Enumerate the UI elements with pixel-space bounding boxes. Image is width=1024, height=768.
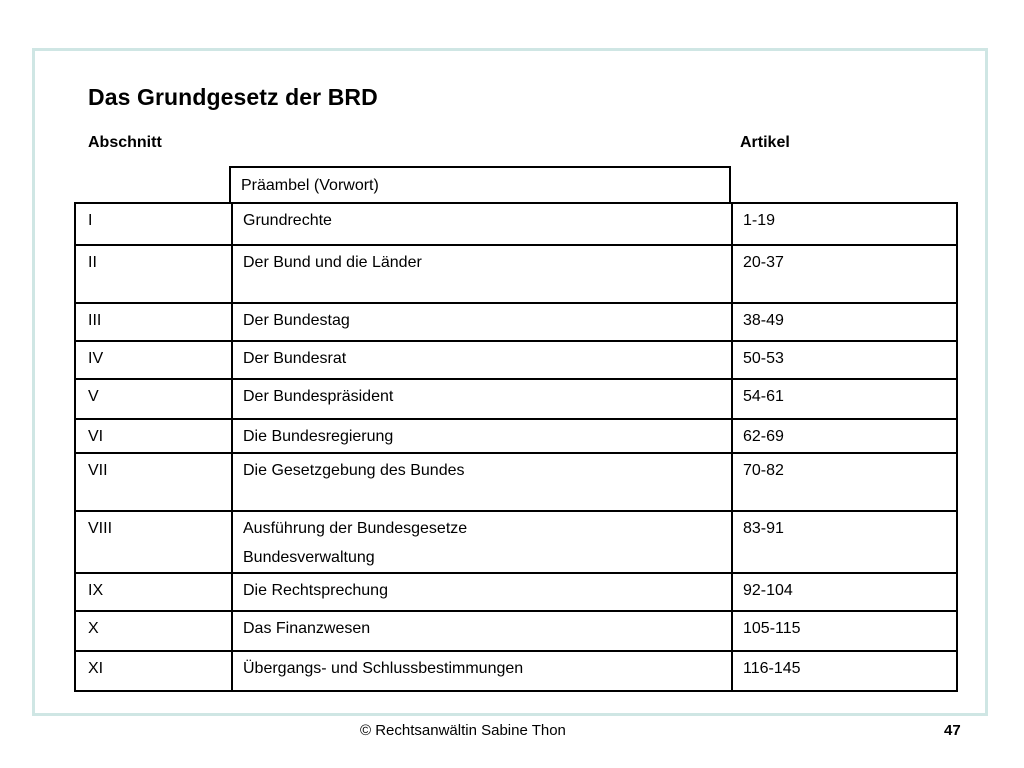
section-name-line: Das Finanzwesen	[243, 620, 371, 637]
section-name-line: Die Rechtsprechung	[243, 582, 388, 599]
article-range	[733, 204, 956, 244]
section-number-text: VIII	[88, 520, 113, 537]
section-name	[231, 304, 733, 340]
article-range	[733, 420, 956, 452]
section-name	[231, 454, 733, 510]
section-number-text: X	[88, 620, 99, 637]
section-number	[76, 304, 231, 340]
table-row	[76, 610, 956, 650]
article-range-text: 62-69	[743, 428, 784, 445]
section-number-text: VI	[88, 428, 104, 445]
section-name	[231, 612, 733, 650]
table-body	[74, 202, 958, 692]
section-name-line: Der Bundespräsident	[243, 388, 394, 405]
section-number-text: I	[88, 212, 93, 229]
section-name-line: Bundesverwaltung	[243, 549, 375, 566]
table-row	[76, 510, 956, 572]
article-range-text: 1-19	[743, 212, 776, 229]
section-number-text: IX	[88, 582, 104, 599]
section-name-line: Die Gesetzgebung des Bundes	[243, 462, 465, 479]
section-number	[76, 612, 231, 650]
section-name	[231, 342, 733, 378]
section-name-line: Der Bundesrat	[243, 350, 347, 367]
table-row	[76, 378, 956, 418]
section-number-text: III	[88, 312, 102, 329]
article-range	[733, 342, 956, 378]
section-name	[231, 204, 733, 244]
article-range	[733, 574, 956, 610]
table-row	[76, 204, 956, 244]
preamble-label: Präambel (Vorwort)	[241, 177, 379, 194]
section-name	[231, 652, 733, 690]
section-name	[231, 246, 733, 302]
table-row	[76, 340, 956, 378]
article-range	[733, 304, 956, 340]
preamble-cell	[229, 166, 731, 204]
table-row	[76, 452, 956, 510]
section-number	[76, 512, 231, 572]
page-number: 47	[944, 722, 961, 739]
section-name	[231, 512, 733, 572]
article-range	[733, 454, 956, 510]
section-number	[76, 380, 231, 418]
article-range-text: 50-53	[743, 350, 784, 367]
section-number	[76, 342, 231, 378]
section-number	[76, 652, 231, 690]
article-range	[733, 380, 956, 418]
article-range-text: 54-61	[743, 388, 784, 405]
section-number	[76, 454, 231, 510]
article-range-text: 105-115	[743, 620, 801, 637]
section-name-line: Der Bundestag	[243, 312, 350, 329]
article-range	[733, 652, 956, 690]
section-number	[76, 420, 231, 452]
table-row	[76, 572, 956, 610]
footer-copyright: © Rechtsanwältin Sabine Thon	[360, 722, 566, 739]
section-name	[231, 420, 733, 452]
article-range-text: 116-145	[743, 660, 801, 677]
article-range-text: 92-104	[743, 582, 793, 599]
table-row	[76, 244, 956, 302]
page-title: Das Grundgesetz der BRD	[88, 84, 378, 110]
article-range	[733, 612, 956, 650]
article-range-text: 83-91	[743, 520, 784, 537]
section-name-line: Ausführung der Bundesgesetze	[243, 520, 468, 537]
article-range-text: 38-49	[743, 312, 784, 329]
section-number-text: VII	[88, 462, 108, 479]
section-name-line: Grundrechte	[243, 212, 332, 229]
table-row	[76, 418, 956, 452]
section-number-text: II	[88, 254, 97, 271]
section-name	[231, 574, 733, 610]
section-number-text: V	[88, 388, 99, 405]
article-range	[733, 512, 956, 572]
table-row	[76, 302, 956, 340]
section-number-text: IV	[88, 350, 104, 367]
section-name-line: Übergangs- und Schlussbestimmungen	[243, 660, 524, 677]
column-header-articles: Artikel	[740, 134, 790, 151]
article-range	[733, 246, 956, 302]
section-number	[76, 246, 231, 302]
section-number	[76, 574, 231, 610]
section-name-line: Der Bund und die Länder	[243, 254, 422, 271]
section-name	[231, 380, 733, 418]
article-range-text: 70-82	[743, 462, 784, 479]
section-number-text: XI	[88, 660, 104, 677]
article-range-text: 20-37	[743, 254, 784, 271]
table-row	[76, 650, 956, 690]
constitution-table	[74, 166, 958, 692]
section-name-line: Die Bundesregierung	[243, 428, 394, 445]
column-header-section: Abschnitt	[88, 134, 162, 151]
section-number	[76, 204, 231, 244]
